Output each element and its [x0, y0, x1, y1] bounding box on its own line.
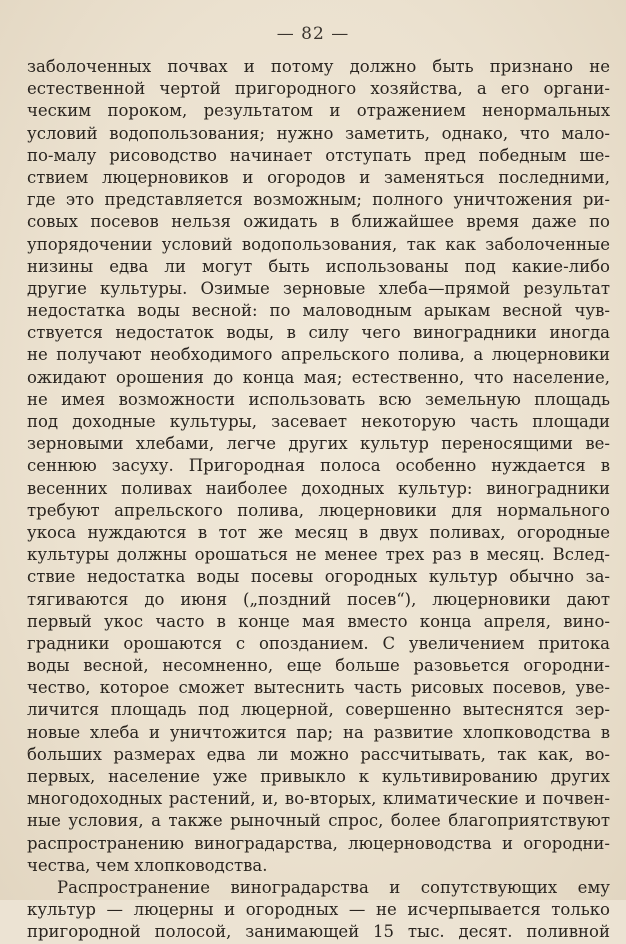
text-line: где это представляется возможным; полного уничтожения ри-: [27, 190, 610, 210]
body-text: [27, 56, 610, 944]
text-line: укоса нуждаются в тот же месяц в двух поливах, огородные: [27, 522, 610, 542]
text-line: личится площадь под люцерной, совершенно вытеснятся зер-: [27, 700, 610, 720]
text-line: упорядочении условий водопользования, так как заболоченные: [27, 234, 610, 254]
text-line: воды весной, несомненно, еще больше разовьется огородни-: [27, 656, 610, 676]
text-line: не имея возможности использовать всю земельную площадь: [27, 389, 610, 409]
text-line: требуют апрельского полива, люцерновики для нормального: [27, 500, 610, 520]
text-line: совых посевов нельзя ожидать в ближайшее время даже по: [27, 212, 610, 232]
text-line: Распространение виноградарства и сопутствующих ему: [57, 877, 610, 897]
text-line: низины едва ли могут быть использованы под какие-либо: [27, 256, 610, 276]
text-line: первых, население уже привыкло к культивированию других: [27, 767, 610, 786]
text-line: распространению виноградарства, люцерноводства и огородни-: [27, 833, 610, 853]
text-line: по-малу рисоводство начинает отступать пред победным ше-: [27, 145, 610, 165]
text-line: весенних поливах наиболее доходных культур: виноградники: [27, 478, 610, 498]
text-line: культур — люцерны и огородных — не исчерпывается только: [27, 900, 610, 920]
text-line: чество, которое сможет вытеснить часть рисовых посевов, уве-: [27, 678, 610, 698]
text-line: ствуется недостаток воды, в силу чего виноградники иногда: [27, 323, 610, 343]
text-line: чества, чем хлопководства.: [27, 855, 268, 875]
text-line: ные условия, а также рыночный спрос, более благоприятствуют: [27, 811, 610, 831]
text-line: тягиваются до июня („поздний посев“), люцерновики дают: [27, 589, 610, 609]
text-line: сеннюю засуху. Пригородная полоса особенно нуждается в: [27, 456, 610, 476]
text-line: больших размерах едва ли можно рассчитывать, так как, во-: [27, 744, 610, 764]
text-line: культуры должны орошаться не менее трех раз в месяц. Вслед-: [27, 545, 610, 565]
text-line: заболоченных почвах и потому должно быть признано не: [27, 57, 610, 76]
text-line: не получают необходимого апрельского полива, а люцерновики: [27, 345, 610, 365]
text-line: ствием люцерновиков и огородов и заменяться последними,: [27, 167, 610, 187]
paragraph-1: [27, 56, 610, 877]
text-line: пригородной полосой, занимающей 15 тыс. десят. поливной: [27, 922, 610, 942]
text-line: многодоходных растений, и, во-вторых, климатические и почвен-: [27, 789, 610, 809]
text-line: условий водопользования; нужно заметить, однако, что мало-: [27, 123, 610, 143]
text-line: недостатка воды весной: по маловодным арыкам весной чув-: [27, 301, 610, 321]
text-line: ожидают орошения до конца мая; естественно, что население,: [27, 367, 610, 387]
text-line: ствие недостатка воды посевы огородных культур обычно за-: [27, 567, 610, 587]
text-line: другие культуры. Озимые зерновые хлеба—прямой результат: [27, 278, 610, 298]
text-line: ческим пороком, результатом и отражением ненормальных: [27, 101, 610, 121]
paragraph-2: [27, 877, 610, 944]
text-line: первый укос часто в конце мая вместо конца апреля, вино-: [27, 611, 610, 631]
page-number: — 82 —: [276, 24, 350, 44]
text-line: зерновыми хлебами, легче других культур переносящими ве-: [27, 434, 610, 454]
text-line: новые хлеба и уничтожится пар; на развитие хлопководства в: [27, 722, 610, 742]
text-line: естественной чертой пригородного хозяйства, а его органи-: [27, 79, 610, 99]
text-line: под доходные культуры, засевает некоторую часть площади: [27, 412, 610, 431]
text-line: градники орошаются с опозданием. С увеличением притока: [27, 633, 610, 653]
